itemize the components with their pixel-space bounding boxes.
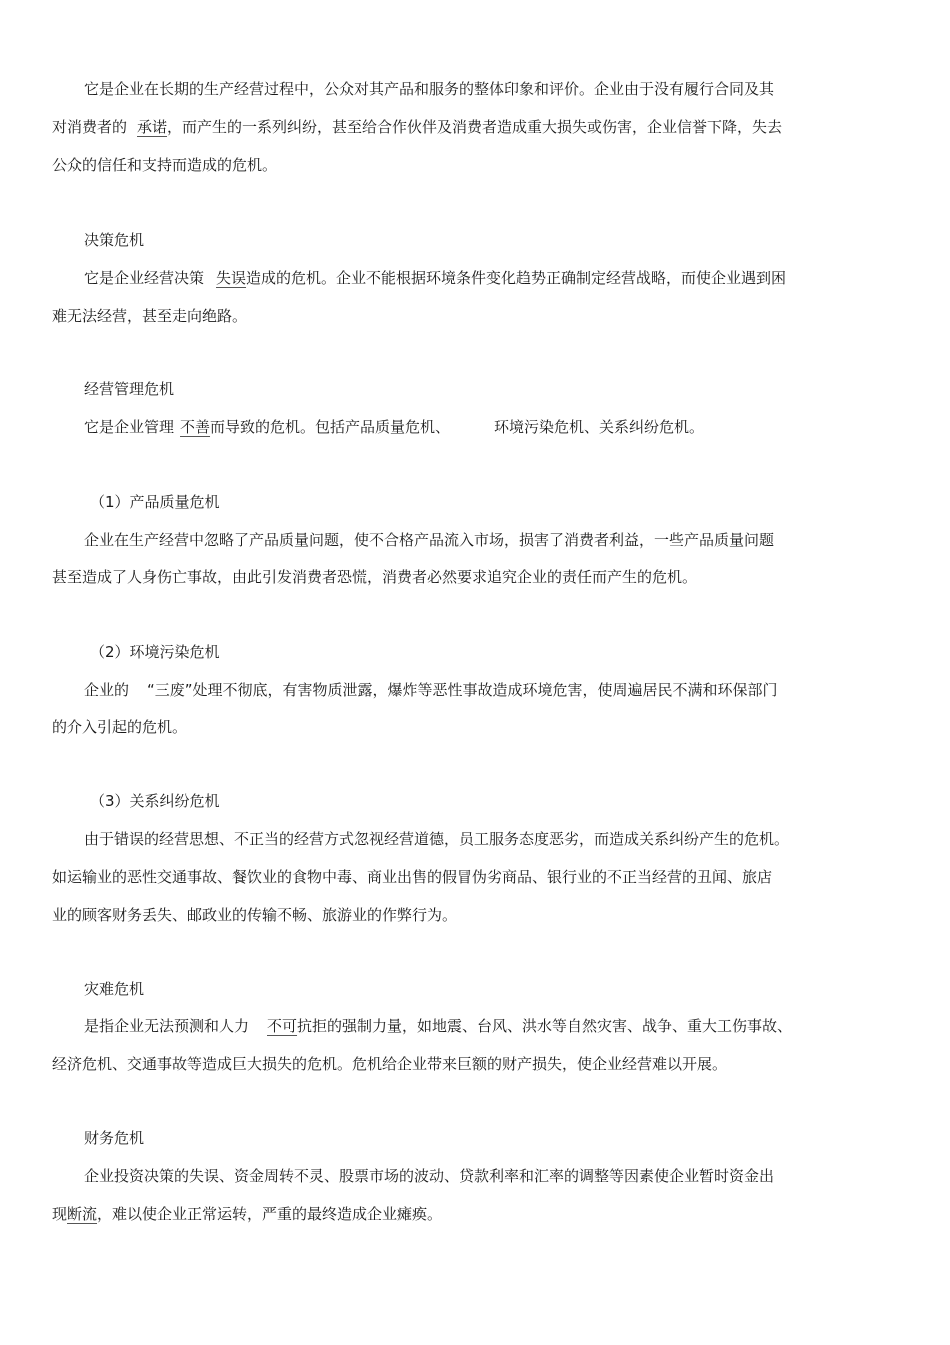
heading-text: 经营管理危机 (84, 380, 175, 398)
text: 企业投资决策的失误、资金周转不灵、股票市场的波动、贷款利率和汇率的调整等因素使企业暂时资金出 (84, 1167, 775, 1185)
text: 如运输业的恶性交通事故、餐饮业的食物中毒、商业出售的假冒伪劣商品、银行业的不正当经营的丑闻、旅店 (52, 868, 773, 886)
text: 造成的危机。企业不能根据环境条件变化趋势正确制定经营战略，而使企业遇到困 (246, 269, 787, 287)
heading-text: （1）产品质量危机 (90, 493, 220, 511)
text: ，难以使企业正常运转，严重的最终造成企业瘫痪。 (97, 1205, 443, 1223)
heading-text: （3）关系纠纷危机 (90, 792, 220, 810)
paragraph-line (84, 1016, 792, 1036)
text: “三废”处理不彻底，有害物质泄露，爆炸等恶性事故造成环境危害，使周遍居民不满和环保部门 (147, 681, 778, 699)
text: 它是企业在长期的生产经营过程中，公众对其产品和服务的整体印象和评价。企业由于没有履行合同及其 (84, 80, 775, 98)
text: 甚至造成了人身伤亡事故，由此引发消费者恐慌，消费者必然要求追究企业的责任而产生的危机。 (52, 568, 698, 586)
underlined-term: 失误 (216, 269, 247, 287)
paragraph-line (52, 905, 457, 925)
section-heading (90, 642, 220, 662)
text: 现 (52, 1205, 68, 1223)
paragraph-line (52, 1204, 442, 1224)
paragraph-line (52, 867, 772, 887)
paragraph-line (84, 1166, 774, 1186)
text: 经济危机、交通事故等造成巨大损失的危机。危机给企业带来巨额的财产损失，使企业经营难以开展。 (52, 1055, 728, 1073)
paragraph-line (84, 530, 774, 550)
section-heading (90, 492, 220, 512)
text: 是指企业无法预测和人力 (84, 1017, 250, 1035)
paragraph-line (52, 567, 697, 587)
text: 业的顾客财务丢失、邮政业的传输不畅、旅游业的作弊行为。 (52, 906, 458, 924)
text: ，而产生的一系列纠纷，甚至给合作伙伴及消费者造成重大损失或伤害，企业信誉下降，失去 (167, 118, 783, 136)
text: 它是企业经营决策 (84, 269, 205, 287)
text: 企业的 (84, 681, 130, 699)
paragraph-line (52, 155, 277, 175)
heading-text: 决策危机 (84, 231, 145, 249)
underlined-term: 承诺 (137, 118, 168, 136)
text: 难无法经营，甚至走向绝路。 (52, 307, 248, 325)
section-heading (84, 379, 174, 399)
heading-text: 财务危机 (84, 1129, 145, 1147)
paragraph-line (52, 117, 782, 137)
text: 它是企业管理 (84, 418, 175, 436)
paragraph-line (84, 829, 789, 849)
section-heading (84, 230, 144, 250)
underlined-term: 不善 (180, 418, 211, 436)
paragraph-line (84, 680, 778, 700)
text: 企业在生产经营中忽略了产品质量问题，使不合格产品流入市场，损害了消费者利益，一些产品质量问题 (84, 531, 775, 549)
text: 公众的信任和支持而造成的危机。 (52, 156, 278, 174)
paragraph-line (84, 268, 786, 288)
section-heading (84, 1128, 144, 1148)
underlined-term: 不可 (267, 1017, 298, 1035)
heading-text: （2）环境污染危机 (90, 643, 220, 661)
text: 对消费者的 (52, 118, 128, 136)
underlined-term: 断流 (67, 1205, 98, 1223)
text: 由于错误的经营思想、不正当的经营方式忽视经营道德，员工服务态度恶劣，而造成关系纠纷产生的危机。 (84, 830, 790, 848)
paragraph-line (52, 1054, 727, 1074)
text: 抗拒的强制力量，如地震、台风、洪水等自然灾害、战争、重大工伤事故、 (297, 1017, 793, 1035)
paragraph-line (84, 417, 704, 437)
text: 而导致的危机。包括产品质量危机、 (210, 418, 451, 436)
heading-text: 灾难危机 (84, 980, 145, 998)
section-heading (84, 979, 144, 999)
text: 的介入引起的危机。 (52, 718, 188, 736)
section-heading (90, 791, 220, 811)
text: 环境污染危机、关系纠纷危机。 (494, 418, 705, 436)
paragraph-line (52, 306, 247, 326)
paragraph-line (52, 717, 187, 737)
paragraph-line (84, 79, 774, 99)
